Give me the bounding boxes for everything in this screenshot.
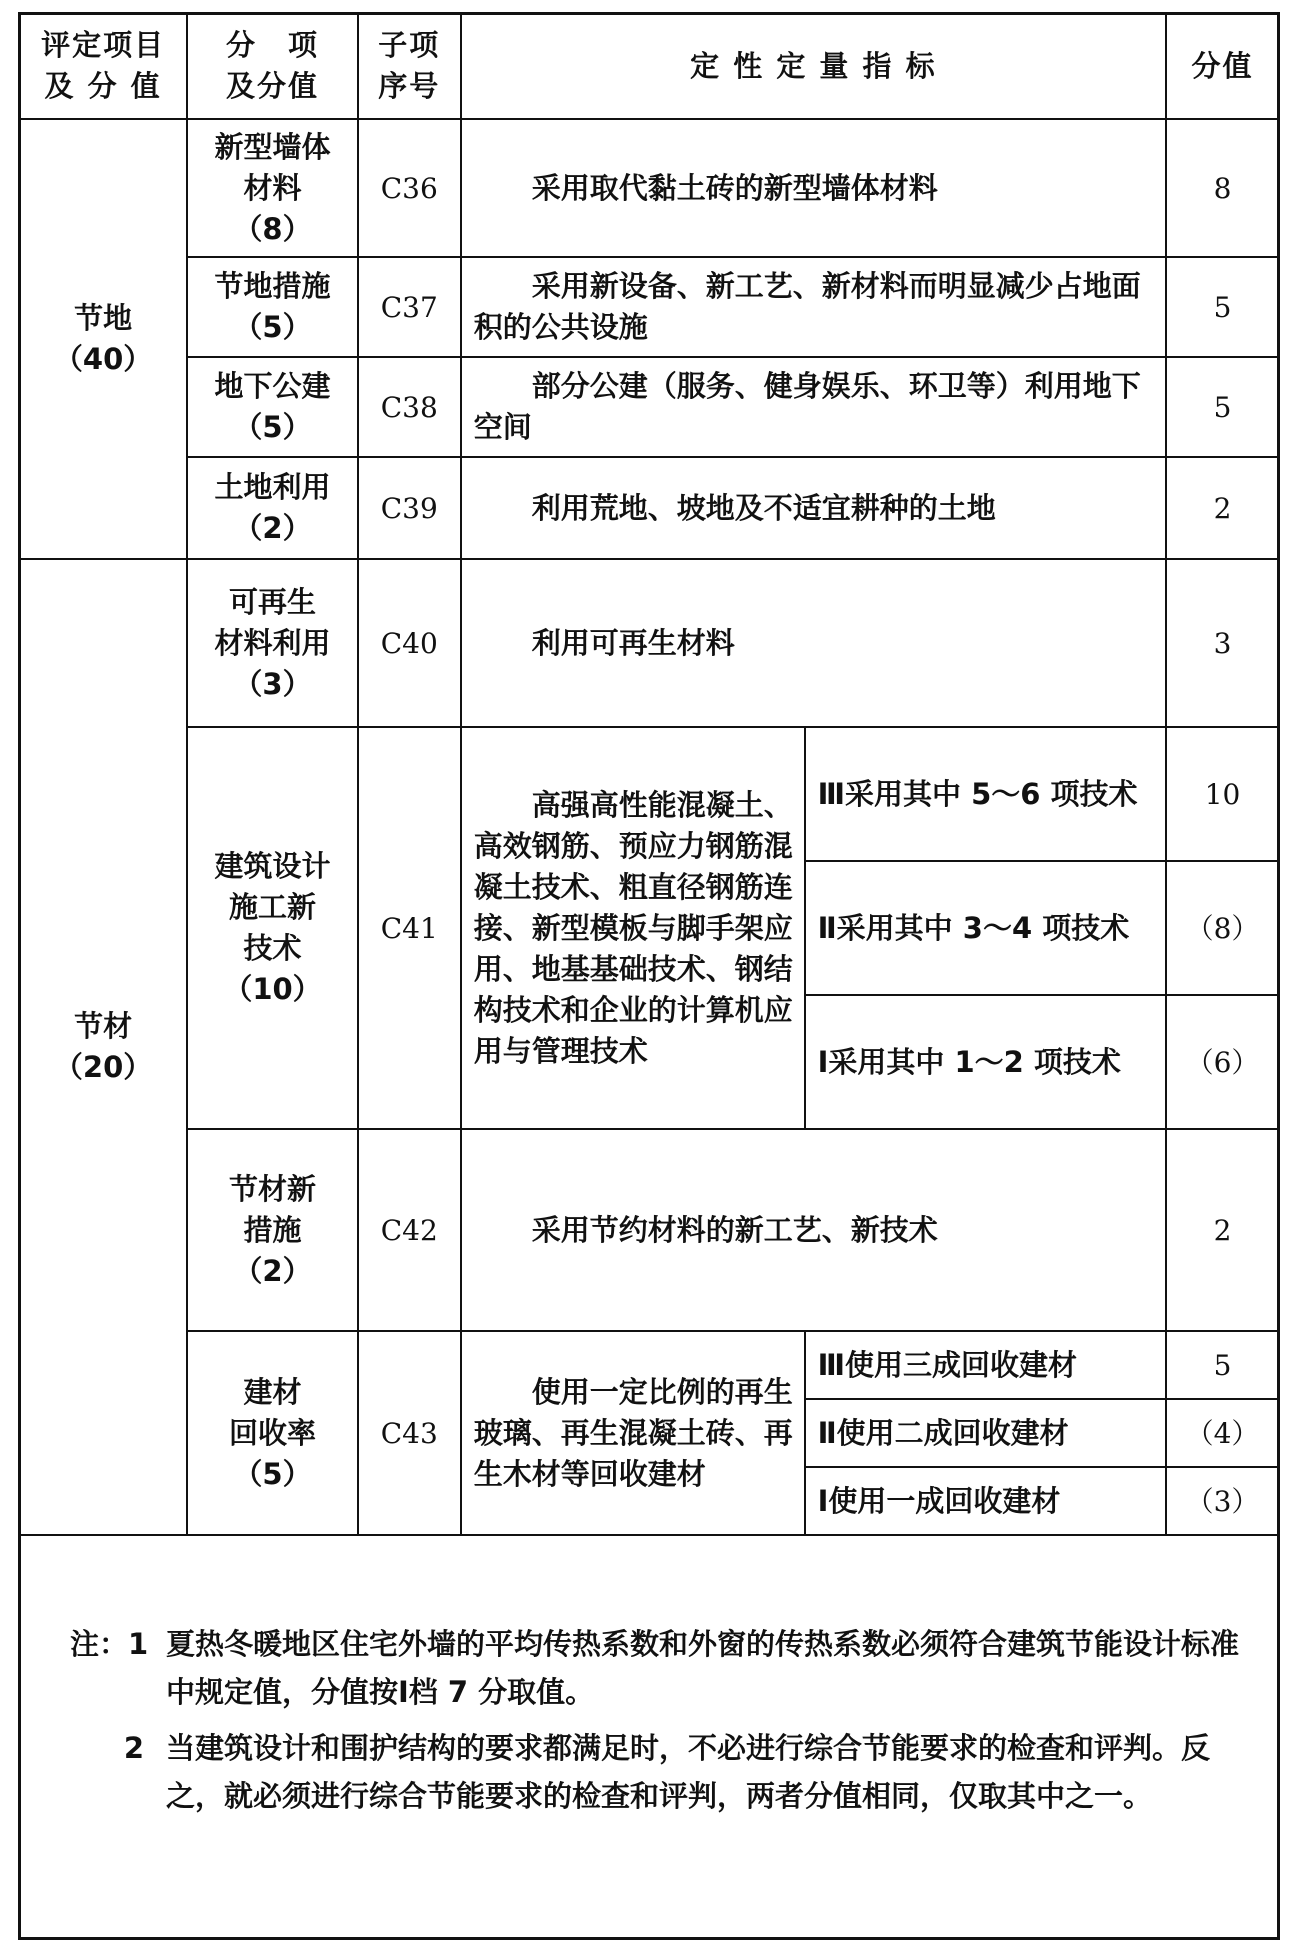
table-row <box>19 257 1279 357</box>
evaluation-table <box>18 12 1280 1536</box>
indicator-cell: 利用荒地、坡地及不适宜耕种的土地 <box>461 457 1166 559</box>
table-row <box>19 1331 1279 1399</box>
level-cell: Ⅰ采用其中 1～2 项技术 <box>805 995 1166 1129</box>
code-cell: C43 <box>358 1331 461 1535</box>
code-cell: C37 <box>358 257 461 357</box>
indicator-cell: 采用取代黏土砖的新型墙体材料 <box>461 119 1166 257</box>
table-row <box>19 559 1279 727</box>
table-row <box>19 457 1279 559</box>
score-cell: 2 <box>1166 1129 1279 1331</box>
header-code: 子项 序号 <box>358 13 461 119</box>
table-row <box>19 1129 1279 1331</box>
code-cell: C38 <box>358 357 461 457</box>
subitem-cell: 建筑设计 施工新 技术 （10） <box>187 727 358 1129</box>
note-item <box>70 1724 1260 1820</box>
score-cell: （3） <box>1166 1467 1279 1535</box>
score-cell: （6） <box>1166 995 1279 1129</box>
code-cell: C42 <box>358 1129 461 1331</box>
indicator-cell: 利用可再生材料 <box>461 559 1166 727</box>
score-cell: 5 <box>1166 1331 1279 1399</box>
score-cell: 10 <box>1166 727 1279 861</box>
subitem-cell: 建材 回收率 （5） <box>187 1331 358 1535</box>
subitem-cell: 土地利用 （2） <box>187 457 358 559</box>
score-cell: （8） <box>1166 861 1279 995</box>
header-category: 评定项目 及 分 值 <box>19 13 187 119</box>
note-number: 2 <box>123 1731 144 1765</box>
code-cell: C40 <box>358 559 461 727</box>
subitem-cell: 新型墙体 材料 （8） <box>187 119 358 257</box>
level-cell: Ⅱ采用其中 3～4 项技术 <box>805 861 1166 995</box>
level-cell: Ⅲ采用其中 5～6 项技术 <box>805 727 1166 861</box>
table-row <box>19 119 1279 257</box>
indicator-cell: 采用节约材料的新工艺、新技术 <box>461 1129 1166 1331</box>
indicator-cell: 部分公建（服务、健身娱乐、环卫等）利用地下空间 <box>461 357 1166 457</box>
indicator-cell: 高强高性能混凝土、高效钢筋、预应力钢筋混凝土技术、粗直径钢筋连接、新型模板与脚手架应用、地基基础技术、钢结构技术和企业的计算机应用与管理技术 <box>461 727 805 1129</box>
header-score: 分值 <box>1166 13 1279 119</box>
header-row <box>19 13 1279 119</box>
table-row <box>19 727 1279 861</box>
note-text: 夏热冬暖地区住宅外墙的平均传热系数和外窗的传热系数必须符合建筑节能设计标准中规定值，分值按Ⅰ档 7 分取值。 <box>166 1627 1240 1709</box>
code-cell: C39 <box>358 457 461 559</box>
note-prefix: 注：1 <box>70 1627 149 1661</box>
header-subitem: 分 项 及分值 <box>187 13 358 119</box>
code-cell: C41 <box>358 727 461 1129</box>
code-cell: C36 <box>358 119 461 257</box>
subitem-cell: 地下公建 （5） <box>187 357 358 457</box>
score-cell: 8 <box>1166 119 1279 257</box>
score-cell: （4） <box>1166 1399 1279 1467</box>
score-cell: 5 <box>1166 257 1279 357</box>
note-text: 当建筑设计和围护结构的要求都满足时，不必进行综合节能要求的检查和评判。反之，就必须进行综合节能要求的检查和评判，两者分值相同，仅取其中之一。 <box>166 1731 1211 1813</box>
note-item <box>70 1620 1260 1716</box>
table-row <box>19 357 1279 457</box>
notes-section <box>70 1620 1260 1820</box>
subitem-cell: 可再生 材料利用 （3） <box>187 559 358 727</box>
score-cell: 3 <box>1166 559 1279 727</box>
category-cell: 节材 （20） <box>19 559 187 1535</box>
level-cell: Ⅰ使用一成回收建材 <box>805 1467 1166 1535</box>
header-indicator: 定 性 定 量 指 标 <box>461 13 1166 119</box>
subitem-cell: 节材新 措施 （2） <box>187 1129 358 1331</box>
level-cell: Ⅲ使用三成回收建材 <box>805 1331 1166 1399</box>
indicator-cell: 使用一定比例的再生玻璃、再生混凝土砖、再生木材等回收建材 <box>461 1331 805 1535</box>
level-cell: Ⅱ使用二成回收建材 <box>805 1399 1166 1467</box>
score-cell: 2 <box>1166 457 1279 559</box>
category-cell: 节地 （40） <box>19 119 187 559</box>
indicator-cell: 采用新设备、新工艺、新材料而明显减少占地面积的公共设施 <box>461 257 1166 357</box>
score-cell: 5 <box>1166 357 1279 457</box>
subitem-cell: 节地措施 （5） <box>187 257 358 357</box>
